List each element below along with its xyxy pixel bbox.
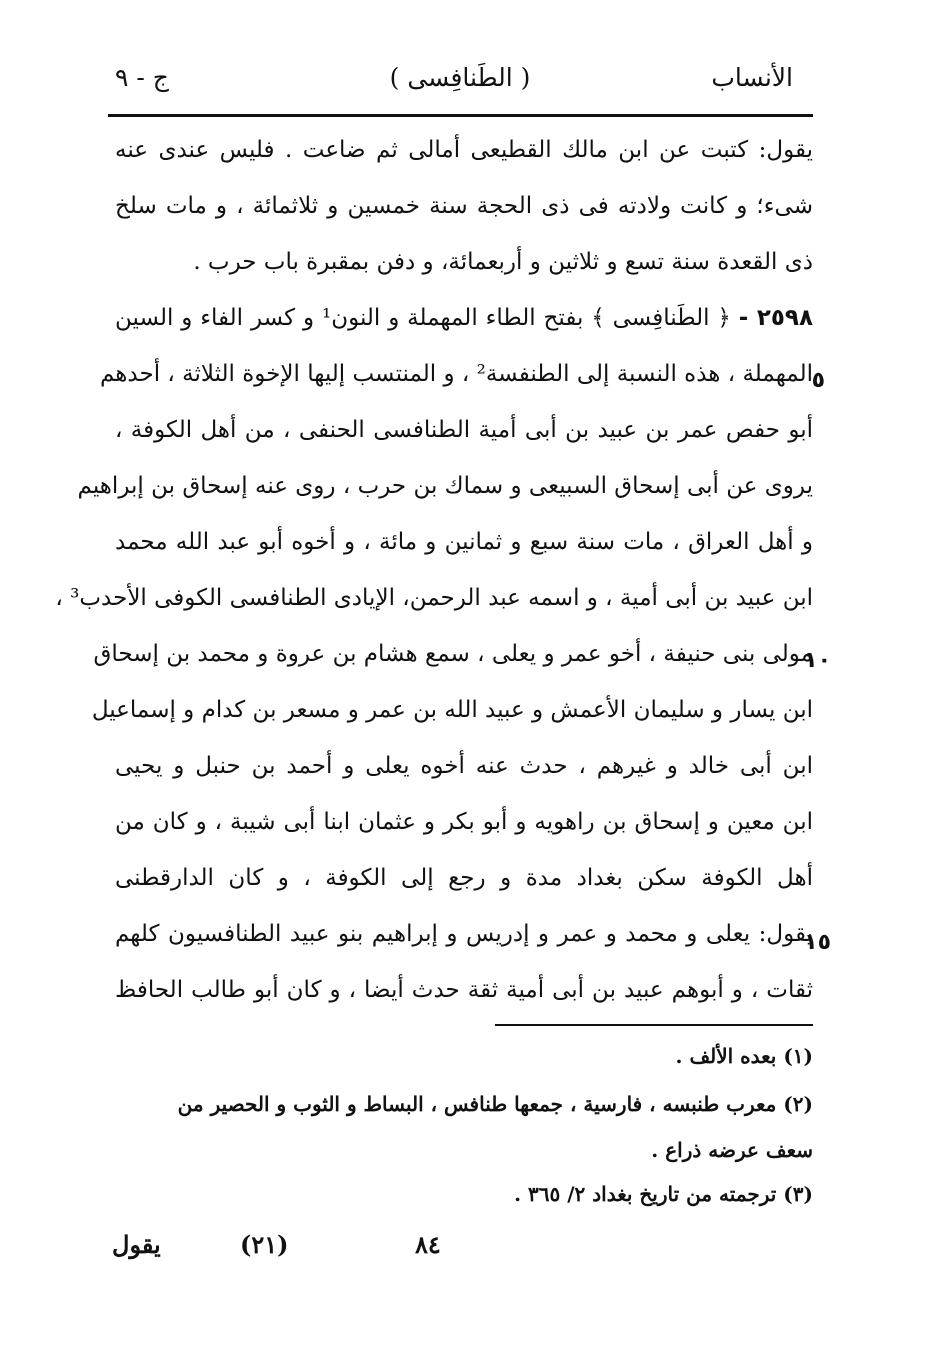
footnote: (٣) ترجمته من تاريخ بغداد ٢/ ٣٦٥ .	[514, 1182, 813, 1206]
text-line: أبو حفص عمر بن عبيد بن أبى أمية الطنافسى الحنفى ، من أهل الكوفة ،	[115, 417, 813, 443]
entry-number: ٢٥٩٨ -	[738, 305, 813, 331]
text-line: يقول: كتبت عن ابن مالك القطيعى أمالى ثم ضاعت . فليس عندى عنه	[115, 137, 813, 163]
text-line: ابن أبى خالد و غيرهم ، حدث عنه أخوه يعلى و أحمد بن حنبل و يحيى	[115, 753, 813, 779]
page-number: ٨٤	[415, 1230, 441, 1259]
catchword: يقول	[112, 1230, 161, 1259]
text-line: مولى بنى حنيفة ، أخو عمر و يعلى ، سمع هشام بن عروة و محمد بن إسحاق	[93, 641, 813, 667]
line-number: ١٠	[804, 648, 831, 673]
text-line: ابن عبيد بن أبى أمية ، و اسمه عبد الرحمن، الإيادى الطنافسى الكوفى الأحدب³ ،	[55, 585, 813, 611]
text-line: ذى القعدة سنة تسع و ثلاثين و أربعمائة، و دفن بمقبرة باب حرب .	[193, 249, 813, 275]
volume-number: ج - ٩	[115, 63, 169, 92]
text-line: ابن يسار و سليمان الأعمش و عبيد الله بن عمر و مسعر بن كدام و إسماعيل	[91, 697, 813, 723]
text-line: ثقات ، و أبوهم عبيد بن أبى أمية ثقة حدث أيضا ، و كان أبو طالب الحافظ	[115, 977, 813, 1003]
line-number: ١٥	[804, 930, 831, 955]
footnote-rule	[495, 1024, 813, 1026]
text-line: و أهل العراق ، مات سنة سبع و ثمانين و مائة ، و أخوه أبو عبد الله محمد	[115, 529, 813, 555]
text-line: يقول: يعلى و محمد و عمر و إدريس و إبراهيم بنو عبيد الطنافسيون كلهم	[115, 921, 813, 947]
text-line: المهملة ، هذه النسبة إلى الطنفسة² ، و المنتسب إليها الإخوة الثلاثة ، أحدهم	[99, 361, 813, 387]
footnote: (١) بعده الألف .	[675, 1044, 813, 1068]
text-line: ابن معين و إسحاق بن راهويه و أبو بكر و عثمان ابنا أبى شيبة ، و كان من	[115, 809, 813, 835]
text-line: يروى عن أبى إسحاق السبيعى و سماك بن حرب ، روى عنه إسحاق بن إبراهيم	[77, 473, 813, 499]
running-title: الأنساب	[711, 63, 793, 92]
footnote: (٢) معرب طنبسه ، فارسية ، جمعها طنافس ، البساط و الثوب و الحصير من	[177, 1092, 813, 1116]
entry-text: ﴿ الطَنافِسى ﴾ بفتح الطاء المهملة و النون¹ و كسر الفاء و السين	[115, 305, 731, 331]
footnote-continuation: سعف عرضه ذراع .	[651, 1138, 813, 1162]
signature-mark: (٢١)	[240, 1230, 289, 1259]
text-line: شىء؛ و كانت ولادته فى ذى الحجة سنة خمسين و ثلاثمائة ، و مات سلخ	[115, 193, 813, 219]
text-line: أهل الكوفة سكن بغداد مدة و رجع إلى الكوفة ، و كان الدارقطنى	[115, 865, 813, 891]
header-rule	[108, 114, 813, 117]
entry-line	[115, 300, 813, 336]
entry-heading: ( الطَنافِسى )	[389, 63, 531, 92]
line-number: ٥	[811, 368, 825, 393]
